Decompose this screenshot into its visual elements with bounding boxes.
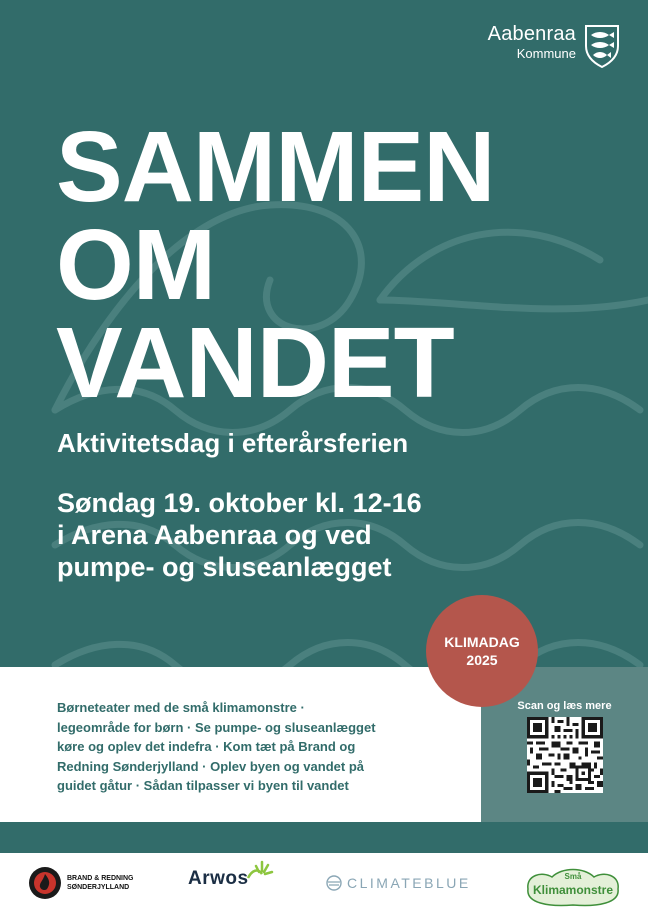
leaf-icon xyxy=(246,860,274,884)
climateblue-logo xyxy=(326,875,471,891)
info-line: Redning Sønderjylland · Oplev byen og vandet på xyxy=(57,758,364,774)
logo-name: Aabenraa xyxy=(487,23,576,45)
title-line: SAMMEN xyxy=(56,111,495,223)
klimamonstre-badge-icon xyxy=(522,863,624,909)
date-location xyxy=(57,487,422,583)
subtitle: Aktivitetsdag i efterårsferien xyxy=(57,428,409,458)
klima-small-text: Små xyxy=(564,872,582,881)
info-line: køre og oplev det indefra · Kom tæt på Brand og xyxy=(57,739,356,754)
title-line: VANDET xyxy=(56,307,454,419)
globe-icon xyxy=(326,875,342,891)
date-line: pumpe- og sluseanlægget xyxy=(57,552,392,582)
divider-band xyxy=(0,822,648,853)
main-title xyxy=(56,111,495,419)
klimamonstre-logo xyxy=(522,863,624,914)
info-line: guidet gåtur · Sådan tilpasser vi byen til vandet xyxy=(57,778,349,793)
badge-line: KLIMADAG xyxy=(444,634,520,650)
date-line: i Arena Aabenraa og ved xyxy=(57,520,372,550)
arwos-text: Arwos xyxy=(188,868,249,889)
klimadag-badge xyxy=(426,595,538,707)
activities-text xyxy=(57,698,457,796)
fire-emblem-icon xyxy=(27,865,63,901)
coat-of-arms-icon xyxy=(584,24,620,68)
brand-line: BRAND & REDNING xyxy=(67,875,134,882)
qr-label: Scan og læs mere xyxy=(517,700,612,712)
klima-big-text: Klimamonstre xyxy=(532,883,614,897)
brand-line: SØNDERJYLLAND xyxy=(67,884,130,891)
info-line: Børneteater med de små klimamonstre · xyxy=(57,700,305,715)
logo-sub: Kommune xyxy=(516,46,576,61)
sponsor-bar xyxy=(0,853,648,919)
date-line: Søndag 19. oktober kl. 12-16 xyxy=(57,488,422,518)
arwos-logo xyxy=(188,868,249,890)
brand-redning-logo xyxy=(27,865,134,901)
info-box xyxy=(0,667,481,822)
info-line: legeområde for børn · Se pumpe- og sluseanlægget xyxy=(57,719,376,735)
title-line: OM xyxy=(56,209,216,321)
climateblue-text: CLIMATEBLUE xyxy=(347,875,471,891)
badge-line: 2025 xyxy=(466,652,498,668)
qr-code-icon[interactable] xyxy=(527,717,603,793)
aabenraa-logo xyxy=(488,24,620,68)
